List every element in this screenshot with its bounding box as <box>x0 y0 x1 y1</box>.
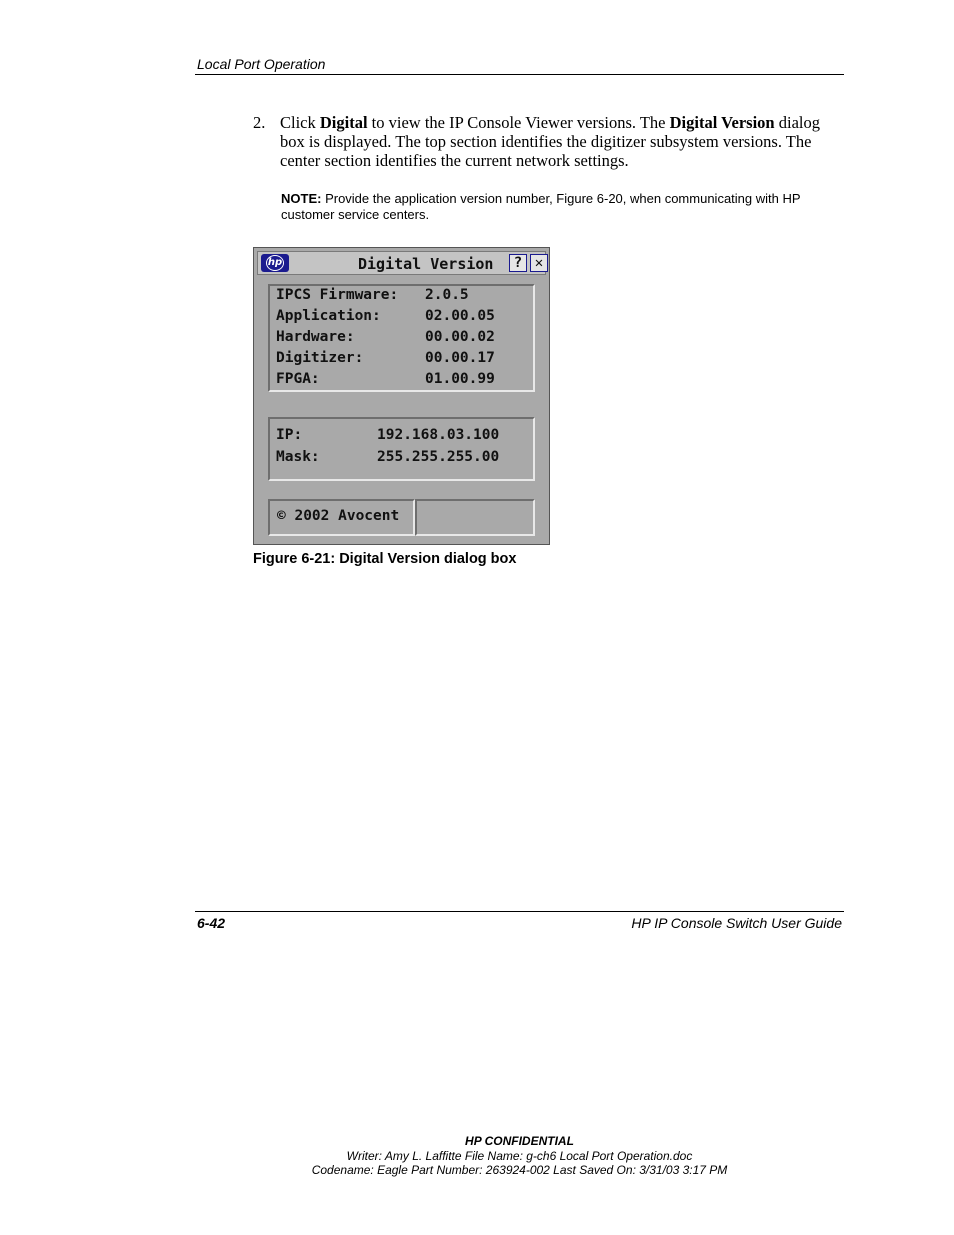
status-empty-field <box>415 499 535 536</box>
network-panel <box>268 417 535 481</box>
step-text-part: Click <box>280 113 320 132</box>
running-header: Local Port Operation <box>197 56 326 72</box>
step-bold-digital-version: Digital Version <box>669 113 775 132</box>
guide-title: HP IP Console Switch User Guide <box>631 915 842 931</box>
figure-caption: Figure 6-21: Digital Version dialog box <box>253 551 517 567</box>
digital-version-dialog <box>253 247 550 545</box>
note-label: NOTE: <box>281 191 322 206</box>
writer-line: Writer: Amy L. Laffitte File Name: g-ch6 Local Port Operation.doc <box>346 1148 693 1163</box>
version-value: 00.00.02 <box>425 329 495 345</box>
header-rule <box>195 74 844 75</box>
step-number: 2. <box>253 113 266 132</box>
note-text: Provide the application version number, Figure 6-20, when communicating with HP customer service centers. <box>281 191 801 222</box>
page-number: 6-42 <box>197 915 226 931</box>
footer-rule <box>195 911 844 912</box>
version-label: Hardware: <box>276 329 355 345</box>
network-label: Mask: <box>276 449 320 465</box>
version-value: 2.0.5 <box>425 287 469 303</box>
versions-panel <box>268 284 535 392</box>
step-bold-digital: Digital <box>319 113 368 132</box>
codename-line: Codename: Eagle Part Number: 263924-002 Last Saved On: 3/31/03 3:17 PM <box>311 1163 728 1177</box>
version-label: Application: <box>276 308 381 324</box>
version-label: Digitizer: <box>276 350 364 366</box>
network-label: IP: <box>276 427 303 443</box>
help-button[interactable]: ? <box>509 254 527 272</box>
step-text-part: to view the IP Console Viewer versions. The <box>367 113 670 132</box>
confidential-block <box>195 1134 844 1178</box>
version-value: 01.00.99 <box>425 371 495 387</box>
close-button[interactable]: ✕ <box>530 254 548 272</box>
confidential-title: HP CONFIDENTIAL <box>465 1134 574 1148</box>
step-text <box>280 113 820 170</box>
copyright-status: © 2002 Avocent <box>268 499 415 536</box>
note <box>281 191 841 223</box>
step-text-part: dialog box is displayed. The top section identifies the digitizer subsystem versions. The center section identifies the current network settings. <box>280 113 820 170</box>
network-value: 192.168.03.100 <box>377 427 500 443</box>
version-value: 02.00.05 <box>425 308 495 324</box>
network-value: 255.255.255.00 <box>377 449 500 465</box>
hp-logo-icon <box>261 254 289 272</box>
hp-logo-text: hp <box>266 255 284 271</box>
dialog-title: Digital Version <box>358 255 494 273</box>
dialog-titlebar[interactable] <box>257 251 546 275</box>
version-label: IPCS Firmware: <box>276 287 399 303</box>
version-label: FPGA: <box>276 371 320 387</box>
version-value: 00.00.17 <box>425 350 495 366</box>
